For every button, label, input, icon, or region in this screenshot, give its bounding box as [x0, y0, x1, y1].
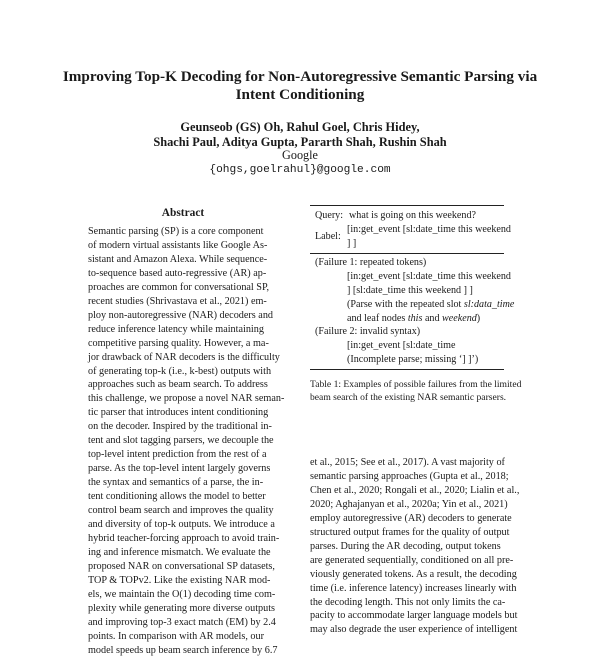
- paper-title-line: Improving Top-K Decoding for Non-Autoregressive Semantic Parsing via: [62, 68, 538, 85]
- abstract-line: and improving top-3 exact match (EM) by 2.4: [88, 616, 276, 628]
- failure2-heading: (Failure 2: invalid syntax): [315, 326, 421, 337]
- abstract-line: plexity while generating more diverse outputs: [88, 602, 276, 614]
- abstract-line: and diversity of top-k outputs. We introduce a: [88, 519, 275, 531]
- abstract-line: approaches such as beam search. To address: [88, 379, 268, 391]
- failure1-note: [347, 312, 480, 326]
- failure1-note-text: and leaf nodes: [347, 313, 408, 324]
- paper-title-line: Intent Conditioning: [235, 86, 365, 103]
- abstract-line: points. In comparison with AR models, our: [88, 630, 265, 642]
- failure2-note: (Incomplete parse; missing ‘] ]’): [347, 354, 479, 365]
- paper-title: [40, 68, 560, 104]
- table-label-text: [in:get_event [sl:date_time this weekend: [347, 224, 511, 235]
- failure1-note-text: ): [476, 313, 481, 324]
- body-line: 2020; Aghajanyan et al., 2020a; Yin et al., 2021): [310, 498, 508, 510]
- abstract-line: tent conditioning allows the model to better: [88, 491, 266, 503]
- body-line: structured output frames for the quality of output: [310, 526, 510, 538]
- abstract-line: jor drawback of NAR decoders is the difficulty: [88, 351, 280, 363]
- abstract-line: TOP & TOPv2. Like the existing NAR mod-: [88, 574, 271, 586]
- abstract-line: to-sequence based auto-regressive (AR) ap-: [88, 267, 267, 279]
- body-line: pacity to accommodate larger language models but: [310, 610, 518, 622]
- failure1-note-leaf: this: [407, 313, 423, 324]
- abstract-line: Semantic parsing (SP) is a core component: [88, 226, 264, 237]
- body-line: employ autoregressive (AR) decoders to generate: [310, 512, 512, 524]
- author-line: Geunseob (GS) Oh, Rahul Goel, Chris Hidey,: [180, 120, 420, 134]
- failure1-note-text: (Parse with the repeated slot: [347, 299, 464, 310]
- failure1-note: [347, 298, 514, 312]
- body-line: may also degrade the user experience of intelligent: [310, 624, 518, 636]
- body-line: are generated sequentially, conditioned on all pre-: [310, 554, 514, 566]
- abstract-line: parse. As the top-level intent largely governs: [88, 463, 271, 475]
- failure1-note-text: and: [422, 313, 443, 324]
- failure1-parse: [in:get_event [sl:date_time this weekend: [347, 271, 511, 282]
- caption-line: beam search of the existing NAR semantic parsers.: [310, 392, 507, 404]
- affiliation: Google: [282, 148, 318, 162]
- abstract-line: proaches are common for conversational SP,: [88, 281, 270, 293]
- body-line: semantic parsing approaches (Gupta et al., 2018;: [310, 470, 509, 482]
- author-email: {ohgs,goelrahul}@google.com: [209, 164, 391, 176]
- failure1-heading: (Failure 1: repeated tokens): [315, 257, 427, 268]
- body-line: Chen et al., 2020; Rongali et al., 2020; Lialin et al.,: [310, 484, 520, 496]
- abstract-line: hybrid teacher-forcing approach to avoid train-: [88, 532, 280, 544]
- abstract-line: competitive parsing quality. However, a ma-: [88, 337, 269, 349]
- author-list: [40, 120, 560, 150]
- abstract-heading: Abstract: [161, 207, 205, 219]
- failure2-parse: [in:get_event [sl:date_time: [347, 340, 456, 351]
- abstract-line: sistant and Amazon Alexa. While sequence-: [88, 253, 268, 265]
- abstract-line: control beam search and improves the quality: [88, 505, 274, 517]
- abstract-line: the syntax and semantics of a parse, the in-: [88, 477, 264, 489]
- abstract-line: reduce inference latency while maintaining: [88, 323, 264, 335]
- table-top-rule: [310, 205, 504, 206]
- abstract-line: els, we maintain the O(1) decoding time com-: [88, 588, 276, 600]
- abstract-line: ploy non-autoregressive (NAR) decoders and: [88, 309, 274, 321]
- body-line: viously generated tokens. As a result, the decoding: [310, 568, 517, 580]
- abstract-line: of modern virtual assistants like Google As-: [88, 239, 268, 251]
- abstract-line: of generating top-k (i.e., k-best) outputs with: [88, 365, 272, 377]
- table-query-text: what is going on this weekend?: [349, 210, 476, 221]
- table-query-label: Query:: [315, 210, 344, 221]
- table-bottom-rule: [310, 369, 504, 370]
- body-line: time (i.e. inference latency) increases linearly with: [310, 582, 517, 594]
- body-line: the decoding length. This not only limits the ca-: [310, 596, 506, 608]
- abstract-line: tent and slot tagging parsers, we decouple the: [88, 435, 274, 447]
- table-label-label: Label:: [315, 231, 341, 242]
- intro-body: [310, 456, 530, 637]
- abstract-line: model speeds up beam search inference by 6.7: [88, 644, 278, 656]
- body-line: et al., 2015; See et al., 2017). A vast majority of: [310, 457, 505, 468]
- caption-line: Table 1: Examples of possible failures from the limited: [310, 379, 522, 390]
- author-line: Shachi Paul, Aditya Gupta, Pararth Shah, Rushin Shah: [153, 135, 447, 149]
- failure1-parse: ] [sl:date_time this weekend ] ]: [347, 285, 473, 296]
- abstract-line: ing and inference mismatch. We evaluate the: [88, 546, 271, 558]
- table-label-text: ] ]: [347, 238, 357, 249]
- abstract-line: top-level intent prediction from the rest of a: [88, 449, 267, 461]
- body-line: parses. During the AR decoding, output tokens: [310, 540, 501, 552]
- abstract-line: recent studies (Shrivastava et al., 2021) em-: [88, 295, 267, 307]
- failure1-note-leaf: weekend: [442, 313, 477, 324]
- failure1-note-slot: sl:data_time: [463, 299, 515, 310]
- abstract-line: this challenge, we propose a novel NAR seman-: [88, 393, 285, 405]
- abstract-line: proposed NAR on conversational SP datasets,: [88, 560, 275, 572]
- abstract-line: on the decoder. Inspired by the traditional in-: [88, 421, 272, 433]
- abstract-line: tic parser that introduces intent conditioning: [88, 407, 269, 419]
- table-mid-rule: [310, 253, 504, 254]
- abstract-body: [88, 225, 285, 658]
- table-caption: [310, 378, 522, 404]
